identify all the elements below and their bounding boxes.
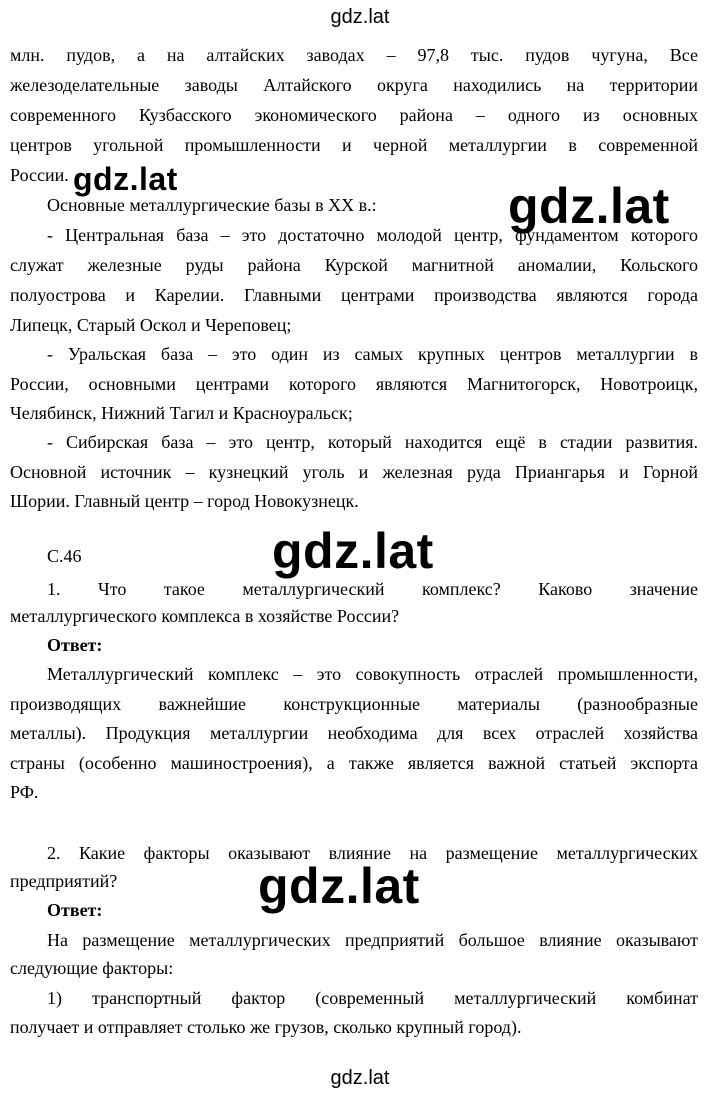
text-line: получает и отправляет столько же грузов, сколько крупный город). <box>10 1017 522 1037</box>
text-line: Челябинск, Нижний Тагил и Красноуральск; <box>10 403 353 423</box>
text-line: РФ. <box>10 782 39 802</box>
text-line: современного Кузбасского экономического района – одного из основных <box>10 105 698 125</box>
header-watermark: gdz.lat <box>330 6 390 28</box>
question-text: 2. Какие факторы оказывают влияние на размещение металлургических <box>47 843 698 863</box>
text-line: России, основными центрами которого являются Магнитогорск, Новотроицк, <box>10 374 698 394</box>
watermark: gdz.lat <box>258 858 420 914</box>
footer-watermark: gdz.lat <box>330 1067 390 1089</box>
text-line: железоделательные заводы Алтайского округа находились на территории <box>10 75 698 95</box>
text-line: - Центральная база – это достаточно молодой центр, фундаментом которого <box>47 225 698 245</box>
question-text: предприятий? <box>10 871 118 891</box>
answer-label: Ответ: <box>47 900 103 920</box>
page-ref: С.46 <box>47 546 82 566</box>
text-line: Металлургический комплекс – это совокупность отраслей промышленности, <box>47 664 698 684</box>
text-line: - Сибирская база – это центр, который находится ещё в стадии развития. <box>47 432 698 452</box>
text-line: - Уральская база – это один из самых крупных центров металлургии в <box>47 344 698 364</box>
text-line: служат железные руды района Курской магнитной аномалии, Кольского <box>10 255 698 275</box>
text-line: центров угольной промышленности и черной металлургии в современной <box>10 135 698 155</box>
text-line: полуострова и Карелии. Главными центрами производства являются города <box>10 285 698 305</box>
text-line: На размещение металлургических предприятий большое влияние оказывают <box>47 930 698 950</box>
text-line: России. <box>10 165 69 185</box>
text-line: производящих важнейшие конструкционные материалы (разнообразные <box>10 694 698 714</box>
text-line: следующие факторы: <box>10 958 174 978</box>
text-line: Основные металлургические базы в XX в.: <box>47 195 377 215</box>
text-line: Липецк, Старый Оскол и Череповец; <box>10 315 292 335</box>
text-line: Шории. Главный центр – город Новокузнецк. <box>10 491 359 511</box>
text-line: страны (особенно машиностроения), а также является важной статьей экспорта <box>10 753 698 773</box>
watermark: gdz.lat <box>272 523 434 579</box>
answer-label: Ответ: <box>47 635 103 655</box>
text-line: металлы). Продукция металлургии необходима для всех отраслей хозяйства <box>10 723 698 743</box>
question-text: металлургического комплекса в хозяйстве России? <box>10 606 400 626</box>
text-line: Основной источник – кузнецкий уголь и железная руда Приангарья и Горной <box>10 462 698 482</box>
question-text: 1. Что такое металлургический комплекс? Каково значение <box>47 579 698 599</box>
text-line: млн. пудов, а на алтайских заводах – 97,8 тыс. пудов чугуна, Все <box>10 45 698 65</box>
watermark: gdz.lat <box>508 178 670 234</box>
watermark: gdz.lat <box>73 161 178 197</box>
text-line: 1) транспортный фактор (современный металлургический комбинат <box>47 988 698 1008</box>
